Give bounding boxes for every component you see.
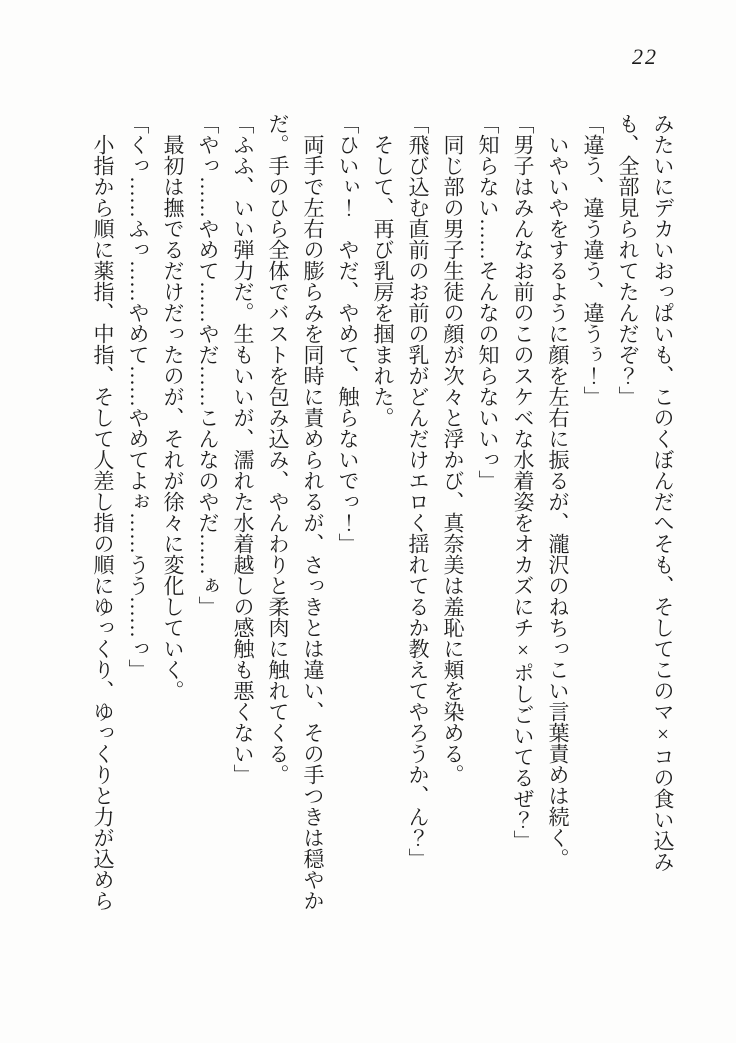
paragraph: 同じ部の男子生徒の顔が次々と浮かび、真奈美は羞恥に頬を染める。 (441, 134, 465, 785)
paragraph: 小指から順に薬指、中指、そして人差し指の順にゆっくり、ゆっくりと力が込めら (91, 134, 115, 911)
paragraph: 「違う、違う違う、違うぅ！」 (581, 113, 605, 407)
paragraph: 「くっ……ふっ……やめて……やめてよぉ……うう……っ」 (126, 113, 150, 680)
paragraph: 「飛び込む直前のお前の乳がどんだけエロく揺れてるか教えてやろうか、ん？」 (406, 113, 430, 869)
paragraph: 「ひいぃ！ やだ、やめて、触らないでっ！」 (336, 113, 360, 554)
paragraph: 「やっ……やめて……やだ……こんなのやだ……ぁ」 (196, 113, 220, 617)
paragraph: みたいにデカいおっぱいも、このくぼんだへそも、そしてこのマ×コの食い込みも、全部見られてたんだぞ？」 (616, 113, 675, 872)
paragraph: 両手で左右の膨らみを同時に責められるが、さっきとは違い、その手つきは穏やかだ。手のひら全体でバストを包み込み、やんわりと柔肉に触れてくる。 (266, 113, 325, 911)
paragraph: 「ふふ、いい弾力だ。生もいいが、濡れた水着越しの感触も悪くない」 (231, 113, 255, 785)
paragraph: そして、再び乳房を掴まれた。 (371, 134, 395, 428)
paragraph: 「男子はみんなお前のこのスケベな水着姿をオカズにチ×ポしごいてるぜ？」 (511, 113, 535, 851)
text-block (85, 113, 680, 913)
paragraph: 最初は撫でるだけだったのが、それが徐々に変化していく。 (161, 134, 185, 701)
paragraph: いやいやをするように顔を左右に振るが、瀧沢のねちっこい言葉責めは続く。 (546, 134, 570, 869)
page-number: 22 (632, 44, 658, 69)
paragraph: 「知らない……そんなの知らないいっ」 (476, 113, 500, 491)
